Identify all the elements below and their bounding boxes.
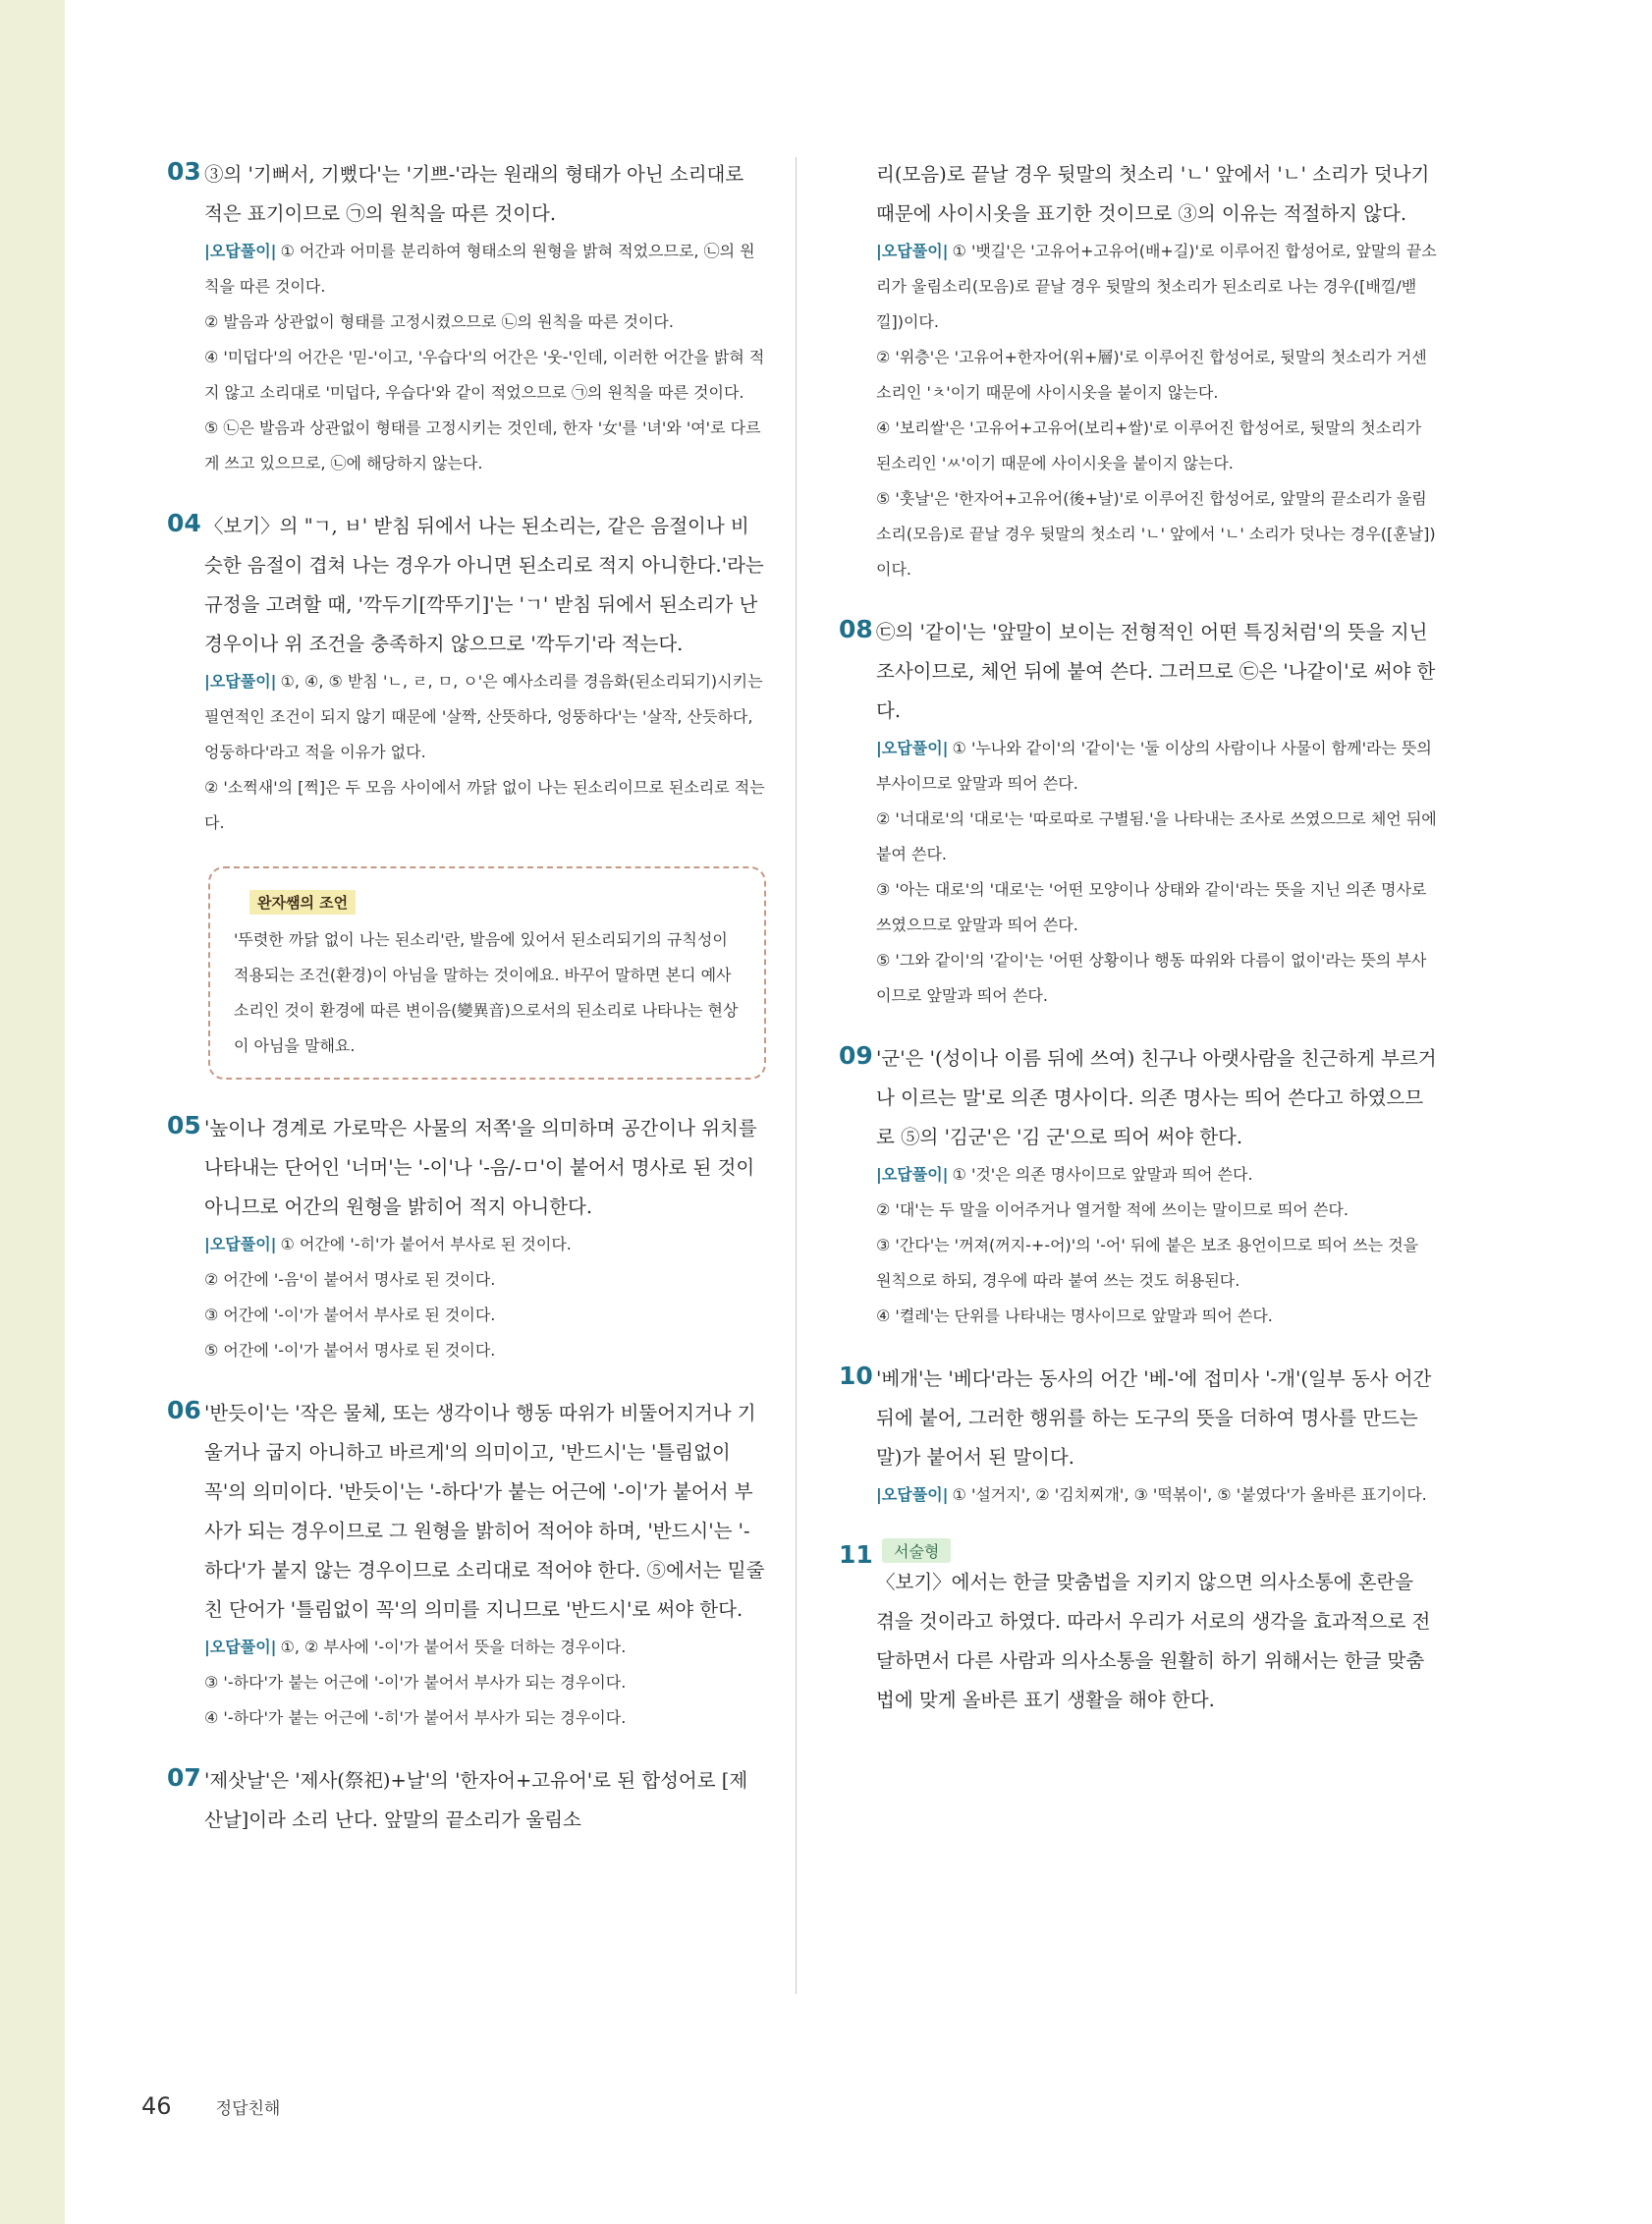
footer-label: 정답친해 [215, 2099, 281, 2119]
explanation-line [876, 340, 1438, 411]
explanation-line [204, 1227, 766, 1262]
item-number: 04 [167, 509, 201, 537]
answer-item-11 [839, 1538, 1438, 1720]
answer-item-06 [167, 1394, 766, 1736]
page-footer [141, 2092, 280, 2120]
item-number: 03 [167, 157, 201, 186]
explanation-text: ③ 어간에 '-이'가 붙어서 부사로 된 것이다. [204, 1306, 496, 1324]
explanation-text: ② 발음과 상관없이 형태를 고정시켰으므로 ㉡의 원칙을 따른 것이다. [204, 312, 674, 331]
explanation-line [204, 340, 766, 411]
explanation-text: ② '위층'은 '고유어+한자어(위+層)'로 이루어진 합성어로, 뒷말의 첫소리가 거센소리인 'ㅊ'이기 때문에 사이시옷을 붙이지 않는다. [876, 348, 1427, 402]
wrong-answer-label: |오답풀이| [876, 242, 949, 260]
explanation-text: ① 어간에 '-히'가 붙어서 부사로 된 것이다. [280, 1235, 572, 1253]
explanation-text: ①, ② 부사에 '-이'가 붙어서 뜻을 더하는 경우이다. [280, 1638, 627, 1656]
page-number: 46 [141, 2092, 172, 2120]
explanation-line [204, 305, 766, 340]
wrong-answer-label: |오답풀이| [204, 242, 277, 260]
explanation-line [876, 1477, 1438, 1513]
explanation-line [876, 481, 1438, 587]
explanation-text: ④ '보리쌀'은 '고유어+고유어(보리+쌀)'로 이루어진 합성어로, 뒷말의 첫소리가 된소리인 'ㅆ'이기 때문에 사이시옷을 붙이지 않는다. [876, 418, 1422, 473]
item-body: ③의 '기뻐서, 기뻤다'는 '기쁘-'라는 원래의 형태가 아닌 소리대로 적은 표기이므로 ㉠의 원칙을 따른 것이다. [204, 163, 744, 225]
tip-text: '뚜렷한 까닭 없이 나는 된소리'란, 발음에 있어서 된소리되기의 규칙성이 적용되는 조건(환경)이 아님을 말하는 것이에요. 바꾸어 말하면 본디 예사소리인 것이 환경에 따른 변이음(變異音)으로서의 된소리로 나타나는 현상이 아님을 말해요. [234, 930, 739, 1055]
explanation-line [876, 872, 1438, 943]
explanation-line [204, 1298, 766, 1333]
explanation-text: ① 어간과 어미를 분리하여 형태소의 원형을 밝혀 적었으므로, ㉡의 원칙을 따른 것이다. [204, 242, 755, 296]
explanation-text: ① '것'은 의존 명사이므로 앞말과 띄어 쓴다. [952, 1165, 1253, 1184]
explanation-line [876, 731, 1438, 802]
right-column [839, 155, 1438, 1746]
wrong-answer-label: |오답풀이| [204, 1235, 277, 1253]
item-body: '베개'는 '베다'라는 동사의 어간 '베-'에 접미사 '-개'(일부 동사 어간 뒤에 붙어, 그러한 행위를 하는 도구의 뜻을 더하여 명사를 만드는 말)가 붙어서 된 말이다. [876, 1367, 1432, 1469]
explanation-text: ① '누나와 같이'의 '같이'는 '둘 이상의 사람이나 사물이 함께'라는 뜻의 부사이므로 앞말과 띄어 쓴다. [876, 739, 1432, 793]
item-number: 07 [167, 1763, 201, 1792]
tip-title: 완자쌤의 조언 [249, 890, 356, 915]
answer-item-05 [167, 1109, 766, 1368]
item-number: 11 [839, 1540, 873, 1569]
explanation-text: ⑤ '그와 같이'의 '같이'는 '어떤 상황이나 행동 따위와 다름이 없이'라는 뜻의 부사이므로 앞말과 띄어 쓴다. [876, 951, 1427, 1005]
explanation-line [204, 1700, 766, 1736]
item-body: ㉢의 '같이'는 '앞말이 보이는 전형적인 어떤 특징처럼'의 뜻을 지닌 조사이므로, 체언 뒤에 붙여 쓴다. 그러므로 ㉢은 '나같이'로 써야 한다. [876, 621, 1436, 722]
explanation-text: ② '대'는 두 말을 이어주거나 열거할 적에 쓰이는 말이므로 띄어 쓴다. [876, 1200, 1349, 1219]
explanation-text: ② 어간에 '-음'이 붙어서 명사로 된 것이다. [204, 1270, 496, 1289]
explanation-line [876, 411, 1438, 481]
explanation-text: ④ '-하다'가 붙는 어근에 '-히'가 붙어서 부사가 되는 경우이다. [204, 1708, 627, 1727]
explanation-line [204, 770, 766, 841]
answer-item-04 [167, 507, 766, 841]
wrong-answer-label: |오답풀이| [876, 1165, 949, 1184]
item-number: 10 [839, 1362, 873, 1390]
wrong-answer-label: |오답풀이| [876, 1485, 949, 1504]
item-body: '제삿날'은 '제사(祭祀)+날'의 '한자어+고유어'로 된 합성어로 [제산날]이라 소리 난다. 앞말의 끝소리가 울림소 [204, 1769, 748, 1831]
explanation-line [876, 1299, 1438, 1334]
item-number: 06 [167, 1396, 201, 1424]
item-body: '높이나 경계로 가로막은 사물의 저쪽'을 의미하며 공간이나 위치를 나타내는 단어인 '너머'는 '-이'나 '-음/-ㅁ'이 붙어서 명사로 된 것이 아니므로 어간의 원형을 밝히어 적지 아니한다. [204, 1117, 757, 1218]
explanation-line [204, 234, 766, 305]
answer-item-cont [839, 155, 1438, 587]
side-color-strip [0, 0, 65, 2224]
explanation-text: ④ '켤레'는 단위를 나타내는 명사이므로 앞말과 띄어 쓴다. [876, 1307, 1273, 1325]
explanation-line [876, 234, 1438, 340]
item-body: 〈보기〉의 "ㄱ, ㅂ' 받침 뒤에서 나는 된소리는, 같은 음절이나 비슷한 음절이 겹쳐 나는 경우가 아니면 된소리로 적지 아니한다.'라는 규정을 고려할 때, '깍두기[깍뚜기]'는 'ㄱ' 받침 뒤에서 된소리가 난 경우이나 위 조건을 충족하지 않으므로 '깍두기'라 적는다. [204, 515, 764, 655]
item-body: '군'은 '(성이나 이름 뒤에 쓰여) 친구나 아랫사람을 친근하게 부르거나 이르는 말'로 의존 명사이다. 의존 명사는 띄어 쓴다고 하였으므로 ⑤의 '김군'은 '김 군'으로 띄어 써야 한다. [876, 1047, 1437, 1148]
explanation-text: ⑤ '훗날'은 '한자어+고유어(後+날)'로 이루어진 합성어로, 앞말의 끝소리가 울림소리(모음)로 끝날 경우 뒷말의 첫소리 'ㄴ' 앞에서 'ㄴ' 소리가 덧나는 경우([훈날])이다. [876, 489, 1436, 579]
essay-badge: 서술형 [882, 1538, 951, 1563]
explanation-text: ① '뱃길'은 '고유어+고유어(배+길)'로 이루어진 합성어로, 앞말의 끝소리가 울림소리(모음)로 끝날 경우 뒷말의 첫소리가 된소리로 나는 경우([배낄/밷낄])이다. [876, 242, 1437, 331]
item-body: '반듯이'는 '작은 물체, 또는 생각이나 행동 따위가 비뚤어지거나 기울거나 굽지 아니하고 바르게'의 의미이고, '반드시'는 '틀림없이 꼭'의 의미이다. '반듯이'는 '-하다'가 붙는 어근에 '-이'가 붙어서 부사가 되는 경우이므로 그 원형을 밝히어 적어야 하며, '반드시'는 '-하다'가 붙지 않는 경우이므로 소리대로 적어야 한다. ⑤에서는 밑줄 친 단어가 '틀림없이 꼭'의 의미를 지니므로 '반드시'로 써야 한다. [204, 1402, 765, 1621]
explanation-line [204, 1630, 766, 1665]
explanation-text: ① '설거지', ② '김치찌개', ③ '떡볶이', ⑤ '붙였다'가 올바른 표기이다. [952, 1485, 1427, 1504]
tip-box [208, 866, 766, 1080]
explanation-line [876, 802, 1438, 872]
item-number: 08 [839, 615, 873, 643]
item-number: 05 [167, 1111, 201, 1140]
explanation-line [876, 1228, 1438, 1299]
explanation-line [204, 411, 766, 481]
answer-item-03 [167, 155, 766, 481]
explanation-line [204, 1262, 766, 1298]
item-number: 09 [839, 1041, 873, 1070]
explanation-text: ⑤ 어간에 '-이'가 붙어서 명사로 된 것이다. [204, 1341, 496, 1360]
wrong-answer-label: |오답풀이| [876, 739, 949, 757]
explanation-text: ③ '아는 대로'의 '대로'는 '어떤 모양이나 상태와 같이'라는 뜻을 지닌 의존 명사로 쓰였으므로 앞말과 띄어 쓴다. [876, 880, 1427, 934]
explanation-text: ⑤ ㉡은 발음과 상관없이 형태를 고정시키는 것인데, 한자 '女'를 '녀'와 '여'로 다르게 쓰고 있으므로, ㉡에 해당하지 않는다. [204, 418, 761, 473]
wrong-answer-label: |오답풀이| [204, 1638, 277, 1656]
item-body: 리(모음)로 끝날 경우 뒷말의 첫소리 'ㄴ' 앞에서 'ㄴ' 소리가 덧나기 때문에 사이시옷을 표기한 것이므로 ③의 이유는 적절하지 않다. [876, 163, 1430, 225]
answer-item-09 [839, 1039, 1438, 1334]
explanation-text: ② '너대로'의 '대로'는 '따로따로 구별됨.'을 나타내는 조사로 쓰였으므로 체언 뒤에 붙여 쓴다. [876, 809, 1437, 863]
explanation-line [876, 943, 1438, 1014]
explanation-line [204, 1333, 766, 1368]
item-body: 〈보기〉에서는 한글 맞춤법을 지키지 않으면 의사소통에 혼란을 겪을 것이라고 하였다. 따라서 우리가 서로의 생각을 효과적으로 전달하면서 다른 사람과 의사소통을 원활히 하기 위해서는 한글 맞춤법에 맞게 올바른 표기 생활을 해야 한다. [876, 1571, 1431, 1711]
column-divider [796, 157, 797, 1994]
answer-item-07 [167, 1761, 766, 1840]
explanation-text: ①, ④, ⑤ 받침 'ㄴ, ㄹ, ㅁ, ㅇ'은 예사소리를 경음화(된소리되기)시키는 필연적인 조건이 되지 않기 때문에 '살짝, 산뜻하다, 엉뚱하다'는 '살작, 산듯하다, 엉둥하다'라고 적을 이유가 없다. [204, 672, 763, 761]
answer-item-08 [839, 613, 1438, 1014]
explanation-line [876, 1157, 1438, 1193]
wrong-answer-label: |오답풀이| [204, 672, 277, 691]
answer-item-10 [839, 1360, 1438, 1513]
explanation-text: ③ '-하다'가 붙는 어근에 '-이'가 붙어서 부사가 되는 경우이다. [204, 1673, 627, 1692]
explanation-line [876, 1193, 1438, 1228]
explanation-text: ④ '미덥다'의 어간은 '믿-'이고, '우습다'의 어간은 '웃-'인데, 이러한 어간을 밝혀 적지 않고 소리대로 '미덥다, 우습다'와 같이 적었으므로 ㉠의 원칙을 따른 것이다. [204, 348, 765, 402]
explanation-text: ② '소쩍새'의 [쩍]은 두 모음 사이에서 까닭 없이 나는 된소리이므로 된소리로 적는다. [204, 778, 765, 832]
explanation-line [204, 1665, 766, 1700]
explanation-text: ③ '간다'는 '꺼져(꺼지-+-어)'의 '-어' 뒤에 붙은 보조 용언이므로 띄어 쓰는 것을 원칙으로 하되, 경우에 따라 붙여 쓰는 것도 허용된다. [876, 1236, 1419, 1290]
left-column [167, 155, 766, 1865]
explanation-line [204, 664, 766, 770]
